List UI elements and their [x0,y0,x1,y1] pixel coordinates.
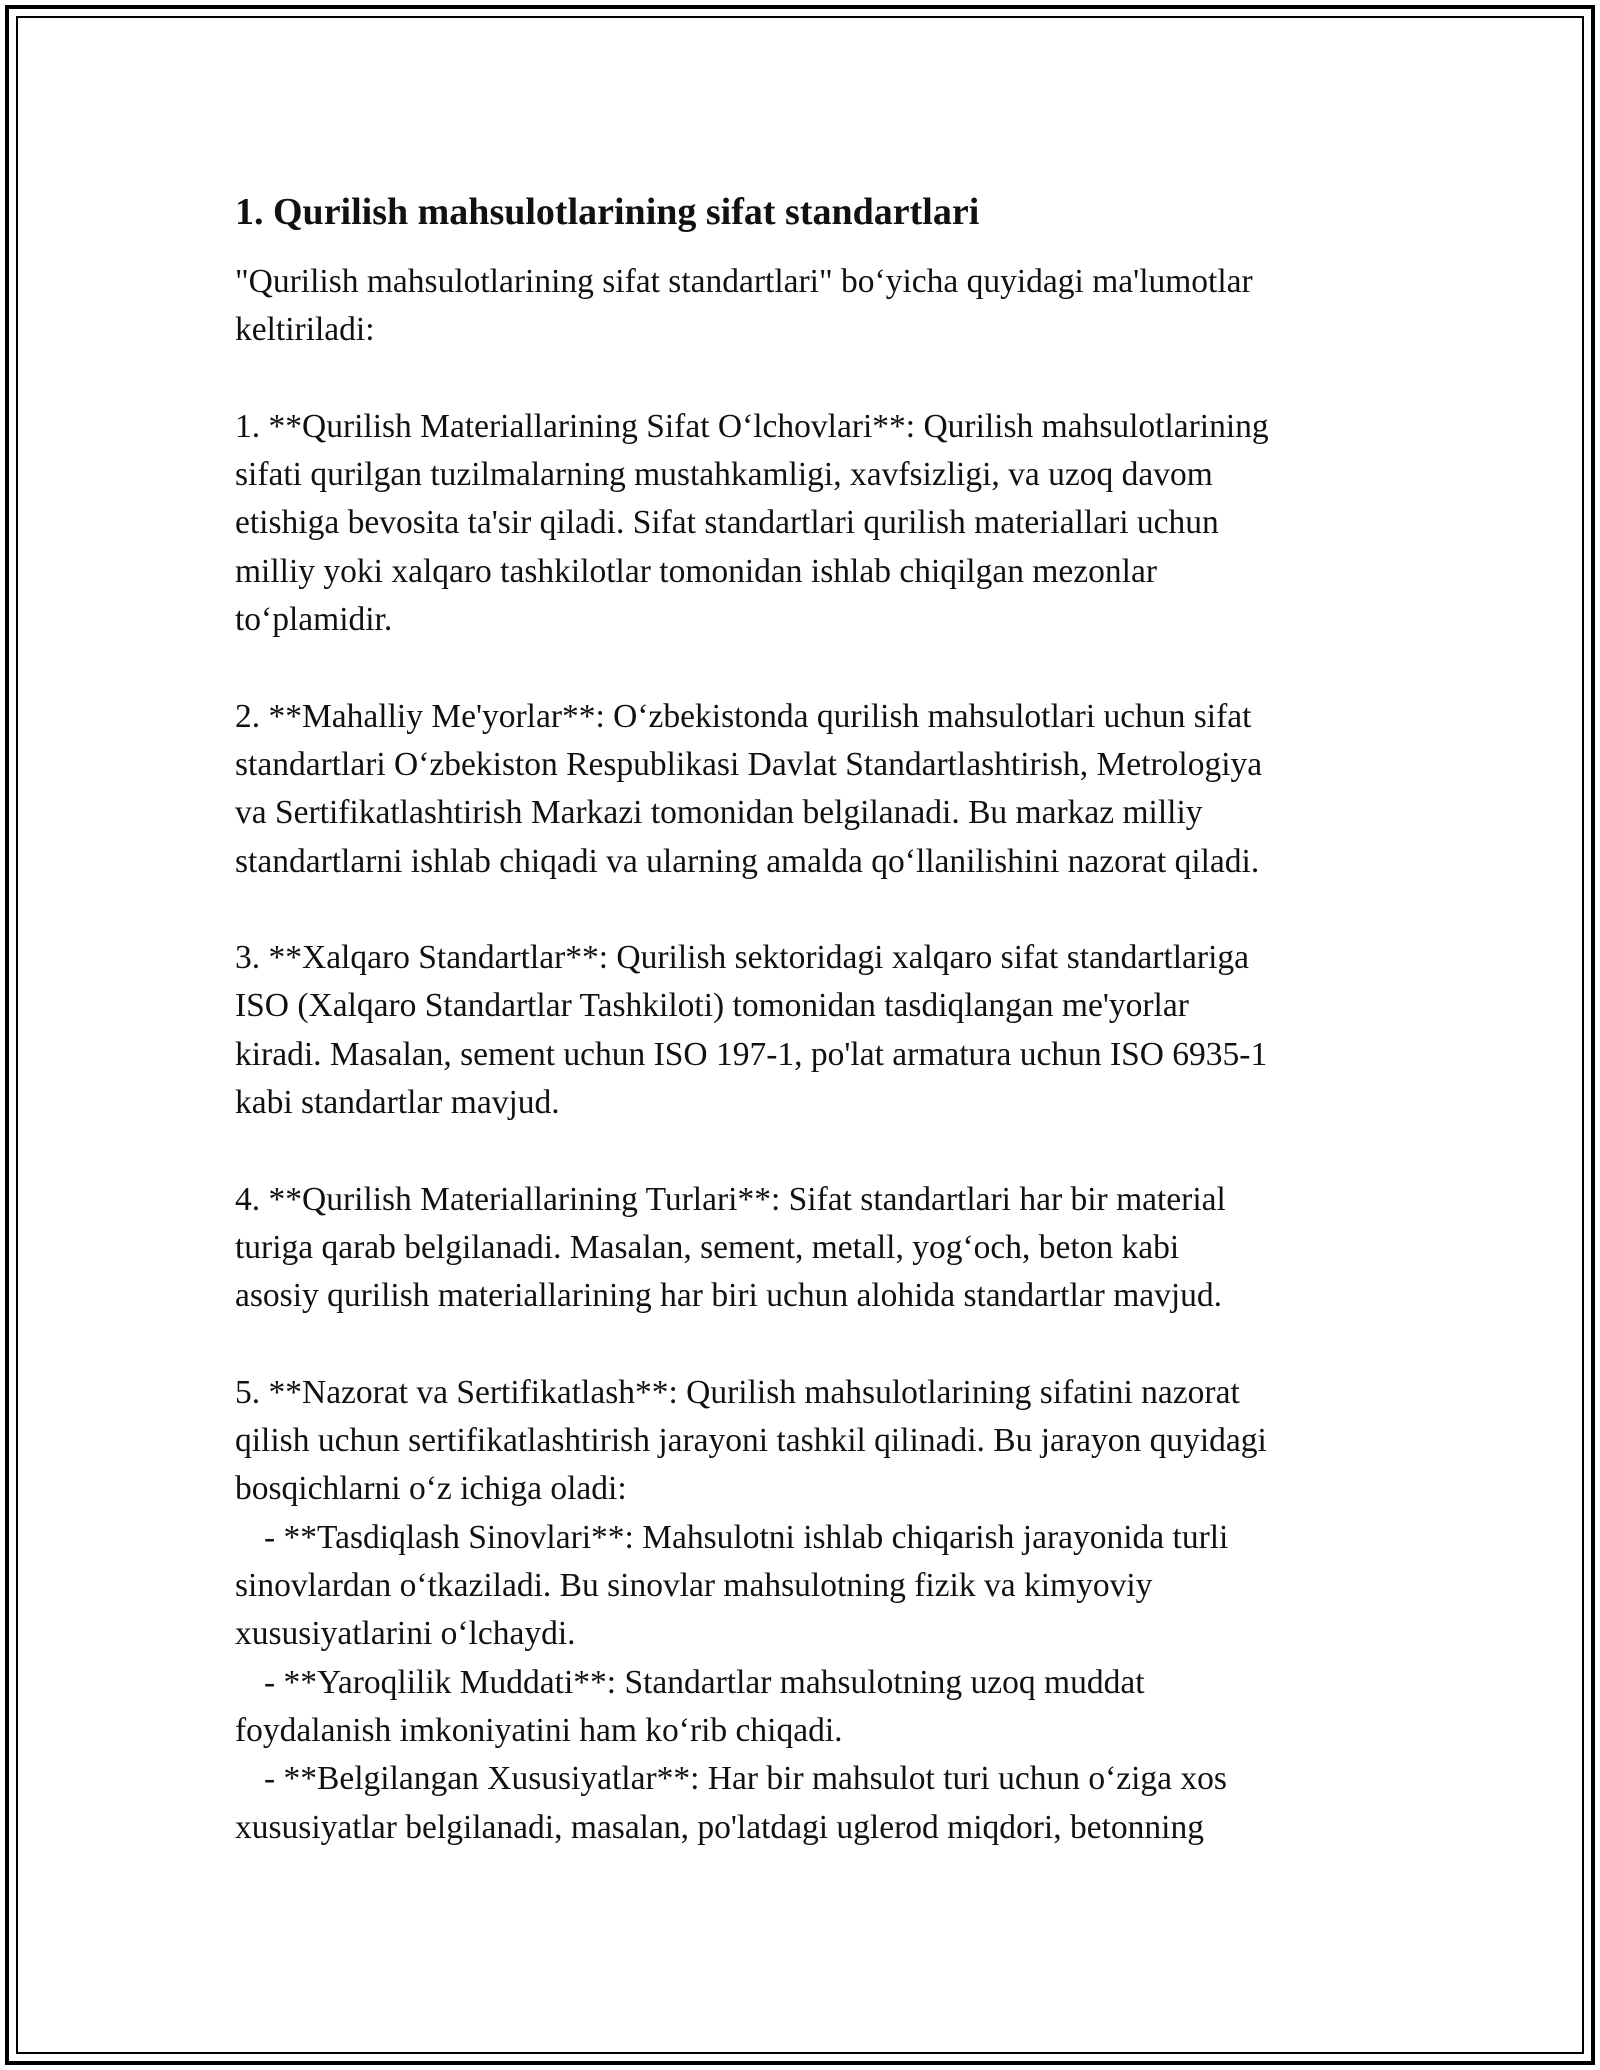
list-item-1: 1. **Qurilish Materiallarining Sifat O‘lchovlari**: Qurilish mahsulotlarining sifati qurilgan tuzilmalarning mustahkamligi, xavfsizligi, va uzoq davom etishiga bevosita ta'sir qiladi. Sifat standartlari qurilish materiallari uchun milliy yoki xalqaro tashkilotlar tomonidan ishlab chiqilgan mezonlar to‘plamidir. [235,407,1269,639]
section-heading: 1. Qurilish mahsulotlarining sifat standartlari [235,191,980,233]
document-body [235,188,1395,1852]
sub-item-3-continuation: xususiyatlar belgilanadi, masalan, po'latdagi uglerod miqdori, betonning [235,1808,1204,1846]
sub-item-2-first-line: - **Yaroqlilik Muddati**: Standartlar mahsulotning uzoq muddat [264,1663,1145,1701]
sub-item-3-first-line: - **Belgilangan Xususiyatlar**: Har bir mahsulot turi uchun o‘ziga xos [264,1760,1227,1798]
list-item-2: 2. **Mahalliy Me'yorlar**: O‘zbekistonda qurilish mahsulotlari uchun sifat standartlari O‘zbekiston Respublikasi Davlat Standartlashtirish, Metrologiya va Sertifikatlashtirish Markazi tomonidan belgilanadi. Bu markaz milliy standartlarni ishlab chiqadi va ularning amalda qo‘llanilishini nazorat qiladi. [235,697,1263,880]
list-item-3: 3. **Xalqaro Standartlar**: Qurilish sektoridagi xalqaro sifat standartlariga ISO (Xalqaro Standartlar Tashkiloti) tomonidan tasdiqlangan me'yorlar kiradi. Masalan, sement uchun ISO 197-1, po'lat armatura uchun ISO 6935-1 kabi standartlar mavjud. [235,939,1268,1122]
sub-item-2-continuation: foydalanish imkoniyatini ham ko‘rib chiqadi. [235,1711,843,1749]
sub-item-1-continuation: sinovlardan o‘tkaziladi. Bu sinovlar mahsulotning fizik va kimyoviy xususiyatlarini o‘lchaydi. [235,1567,1153,1653]
list-item-4: 4. **Qurilish Materiallarining Turlari**: Sifat standartlari har bir material turiga qarab belgilanadi. Masalan, sement, metall, yog‘och, beton kabi asosiy qurilish materiallarining har biri uchun alohida standartlar mavjud. [235,1180,1226,1315]
list-item-5: 5. **Nazorat va Sertifikatlash**: Qurilish mahsulotlarining sifatini nazorat qilish uchun sertifikatlashtirish jarayoni tashkil qilinadi. Bu jarayon quyidagi bosqichlarni o‘z ichiga oladi: [235,1373,1267,1508]
sub-item-1-first-line: - **Tasdiqlash Sinovlari**: Mahsulotni ishlab chiqarish jarayonida turli [264,1518,1229,1556]
intro-paragraph: "Qurilish mahsulotlarining sifat standartlari" bo‘yicha quyidagi ma'lumotlar keltiriladi: [235,263,1253,349]
